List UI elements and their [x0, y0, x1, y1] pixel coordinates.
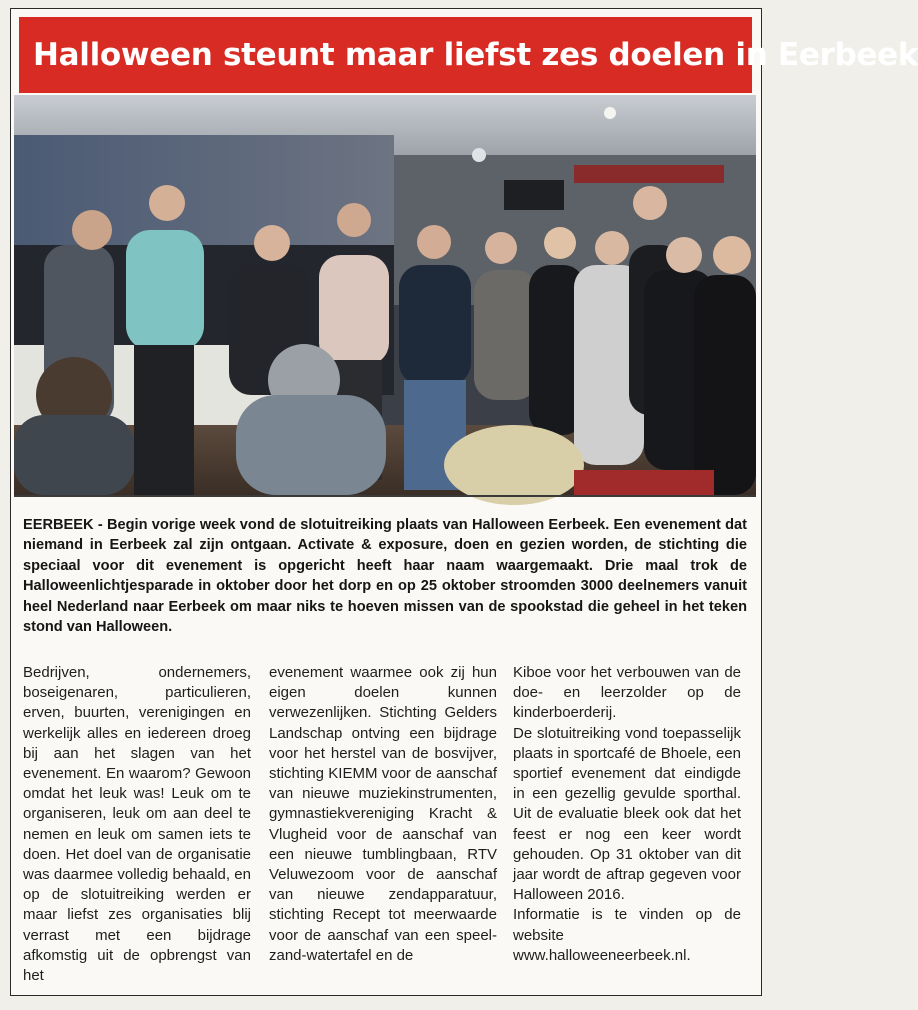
article-headline: Halloween steunt maar liefst zes doelen in Eerbeek — [33, 37, 918, 73]
lead-dateline: EERBEEK - — [23, 517, 107, 533]
headline-banner — [19, 17, 918, 93]
article-photo — [14, 95, 756, 495]
body-column-1 — [23, 663, 251, 986]
body-paragraph: De slotuitreiking vond toepasselijk plaats in sportcafé de Bhoele, een sportief evenement dat eindigde in een gezellig gevulde sporthal. Uit de evaluatie bleek ook dat het feest er nog een keer wordt gehouden. Op 31 oktober van dit jaar wordt de aftrap gegeven voor Halloween 2016. — [513, 724, 741, 904]
newspaper-clipping — [10, 8, 918, 996]
body-column-3 — [513, 663, 741, 966]
lead-text: Begin vorige week vond de slotuitreiking plaats van Halloween Eerbeek. Een evenement dat niemand in Eerbeek zal zijn ontgaan. Activate & exposure, doen en gezien worden, de stichting die speciaal voor dit evenement is opgericht heeft haar naam waargemaakt. Drie maal trok de Halloweenlichtjesparade in oktober door het dorp en op 25 oktober stroomden 3000 deelnemers vanuit heel Nederland naar Eerbeek om maar niks te hoeven missen van de spookstad die geheel in het teken stond van Halloween. — [23, 517, 747, 636]
body-paragraph: Bedrijven, ondernemers, boseigenaren, particulieren, erven, buurten, verenigingen en werkelijk alles en iedereen droeg bij aan het slagen van het evenement. En waarom? Gewoon omdat het leuk was! Leuk om te organiseren, leuk om aan deel te nemen en leuk om samen iets te doen. Het doel van de organisatie was daarmee volledig behaald, en op de slotuitreiking werden er maar liefst zes organisaties blij verrast met een bijdrage afkomstig uit de opbrengst van het — [23, 664, 251, 985]
body-paragraph: evenement waarmee ook zij hun eigen doelen kunnen verwezenlijken. Stichting Gelders Landschap ontving een bijdrage voor het herstel van de bosvijver, stichting KIEMM voor de aanschaf van nieuwe muziekinstrumenten, gymnastiekvereniging Kracht & Vlugheid voor de aanschaf van een nieuwe tumblingbaan, RTV Veluwezoom voor de aanschaf van nieuwe zendapparatuur, stichting Recept tot meerwaarde voor de aanschaf van een speel-zand-watertafel en de — [269, 664, 497, 964]
body-paragraph-info: Informatie is te vinden op de website www.halloweeneerbeek.nl. — [513, 906, 741, 964]
body-column-2 — [269, 663, 497, 966]
photo-divider — [14, 495, 756, 497]
body-paragraph: Kiboe voor het verbouwen van de doe- en leerzolder op de kinderboerderij. — [513, 664, 741, 722]
group-photo-illustration — [14, 95, 756, 495]
article-lead — [23, 515, 747, 637]
